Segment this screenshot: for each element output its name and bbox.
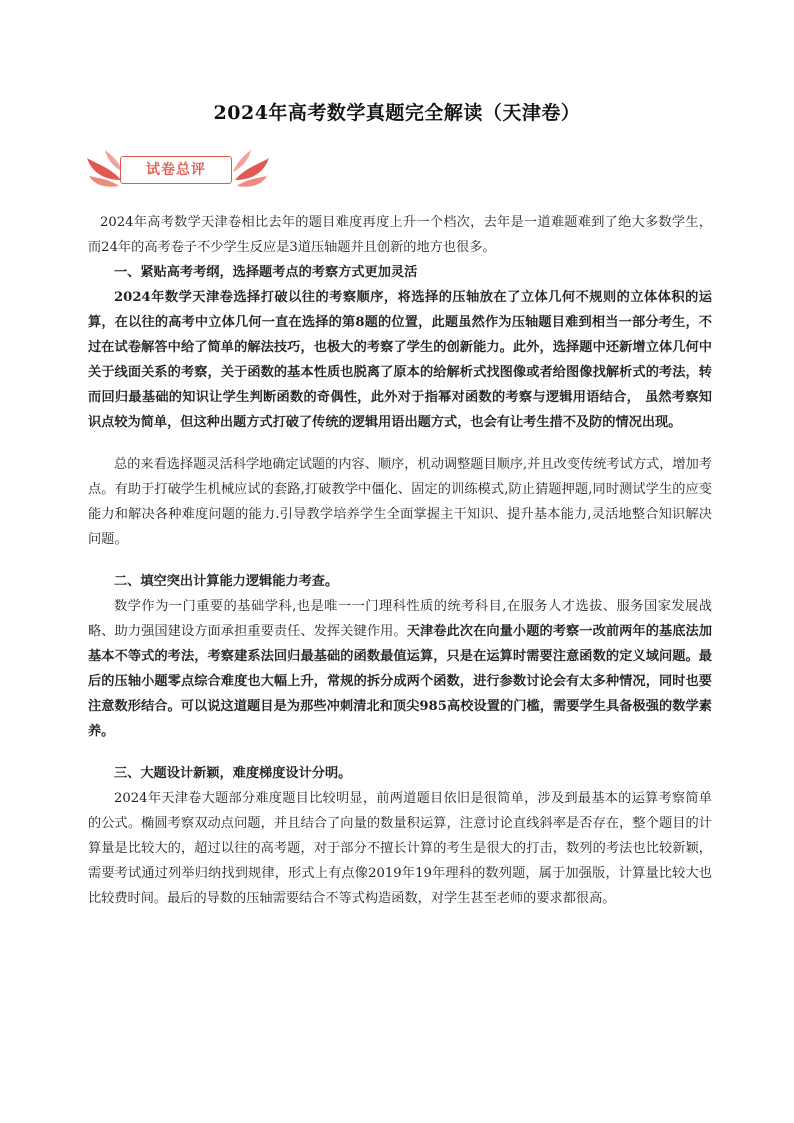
page-title: 2024年高考数学真题完全解读（天津卷）: [213, 102, 581, 124]
section1-heading: 一、紧贴高考考纲，选择题考点的考察方式更加灵活: [114, 265, 418, 280]
document-body: [88, 210, 712, 911]
section3-heading: 三、大题设计新颖，难度梯度设计分明。: [114, 766, 352, 781]
section2-heading: 二、填空突出计算能力逻辑能力考查。: [114, 574, 339, 589]
section3-paragraph: 2024年天津卷大题部分难度题目比较明显，前两道题目依旧是很简单，涉及到最基本的运算考察简单的公式。椭圆考察双动点问题，并且结合了向量的数量积运算，注意讨论直线斜率是否存在，整个题目的计算量是比较大的，超过以往的高考题，对于部分不擅长计算的考生是很大的打击，数列的考法也比较新颖，需要考试通过列举归纳找到规律，形式上有点像2019年19年理科的数列题，属于加强版，计算量比较大也比较费时间。最后的导数的压轴需要结合不等式构造函数，对学生甚至老师的要求都很高。: [88, 791, 712, 906]
section1-paragraph: 2024年数学天津卷选择打破以往的考察顺序，将选择的压轴放在了立体几何不规则的立体体积的运算，在以往的高考中立体几何一直在选择的第8题的位置，此题虽然作为压轴题目难到相当一部分考生，不过在试卷解答中给了简单的解法技巧，也极大的考察了学生的创新能力。此外，选择题中还新增立体几何中关于线面关系的考察，关于函数的基本性质也脱离了原本的给解析式找图像或者给图像找解析式的考法，转而回归最基础的知识让学生判断函数的奇偶性，此外对于指幂对函数的考察与逻辑用语结合， 虽然考察知识点较为简单，但这种出题方式打破了传统的逻辑用语出题方式，也会有让考生措不及防的情况出现。: [88, 290, 712, 430]
left-leaf-icon: [85, 150, 125, 192]
section-banner: [85, 150, 271, 192]
section2-bold-text: 天津卷此次在向量小题的考察一改前两年的基底法加基本不等式的考法，考察建系法回归最基础的函数最值运算，只是在运算时需要注意函数的定义域问题。最后的压轴小题零点综合难度也大幅上升，常规的拆分成两个函数，进行参数讨论会有太多种情况，同时也要注意数形结合。可以说这道题目是为那些冲刺清北和顶尖985高校设置的门槛，需要学生具备极强的数学素养。: [88, 624, 713, 739]
section2-paragraph: [88, 594, 712, 744]
section2-lead-text: 数学作为一门重要的基础学科,也是唯一一门理科性质的统考科目,在服务人才选拔、服务国家发展战略、助力强国建设方面承担重要责任、发挥关键作用。: [88, 599, 712, 639]
banner-label: 试卷总评: [146, 162, 206, 178]
banner-box: [120, 156, 232, 184]
right-leaf-icon: [231, 150, 271, 192]
intro-paragraph: 2024年高考数学天津卷相比去年的题目难度再度上升一个档次，去年是一道难题难到了绝大多数学生，而24年的高考卷子不少学生反应是3道压轴题并且创新的地方也很多。: [88, 215, 712, 255]
section1-summary: 总的来看选择题灵活科学地确定试题的内容、顺序，机动调整题目顺序,并且改变传统考试方式，增加考点。有助于打破学生机械应试的套路,打破教学中僵化、固定的训练模式,防止猜题押题,同时测试学生的应变能力和解决各种难度问题的能力.引导教学培养学生全面掌握主干知识、提升基本能力,灵活地整合知识解决问题。: [88, 457, 712, 547]
